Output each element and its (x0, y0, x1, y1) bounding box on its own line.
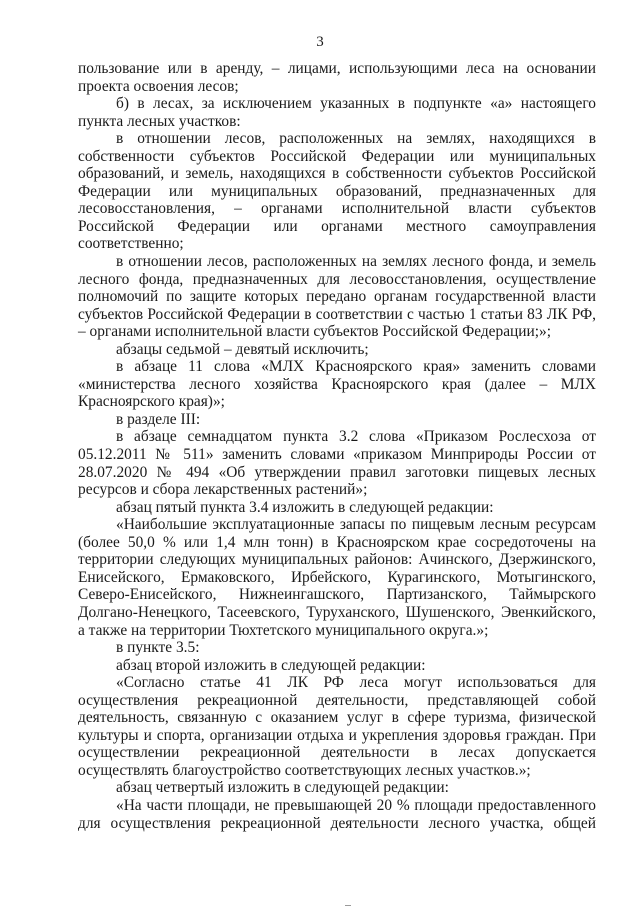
paragraph-food-resources-quote: «Наибольшие эксплуатационные запасы по пищевым лесным ресурсам (более 50,0 % или 1,4 млн тонн) в Красноярском крае сосредоточены на территории следующих муниципальных районов: Ачинского, Дзержинского, Енисейского, Ермаковского, Ирбейского, Курагинского, Мотыгинского, Северо-Енисейского, Нижнеингашского, Партизанского, Таймырского Долгано-Ненецкого, Тасеевского, Туруханского, Шушенского, Эвенкийского, а также на территории Тюхтетского муниципального округа.»; (78, 516, 596, 639)
scan-mark (345, 905, 351, 906)
paragraph-exclude-clauses: абзацы седьмой – девятый исключить; (116, 340, 369, 358)
paragraph-fourth-clause-intro: абзац четвертый изложить в следующей редакции: (116, 779, 449, 797)
paragraph-continuation: пользование или в аренду, – лицами, использующими леса на основании проекта освоения лесов; (78, 60, 596, 95)
paragraph-area-quote: «На части площади, не превышающей 20 % площади предоставленного для осуществления рекреационной деятельности лесного участка, общей (78, 796, 596, 832)
paragraph-section-iii: в разделе III: (116, 410, 201, 428)
paragraph-item-3-2: в абзаце семнадцатом пункта 3.2 слова «Приказом Рослесхоза от 05.12.2011 № 511» заменить словами «приказом Минприроды России от 28.07.2020 № 494 «Об утверждении правил заготовки пищевых лесных ресурсов и сбора лекарственных растений»; (78, 428, 596, 499)
page-number: 3 (316, 34, 324, 50)
paragraph-second-clause-intro: абзац второй изложить в следующей редакции: (116, 656, 426, 674)
paragraph-item-3-4-intro: абзац пятый пункта 3.4 изложить в следующей редакции: (116, 498, 494, 516)
paragraph-subject-lands: в отношении лесов, расположенных на землях, находящихся в собственности субъектов Российской Федерации или муниципальных образований, и земель, находящихся в собственности субъектов Российской Федерации или муниципальных образований, предназначенных для лесовосстановления, – органами исполнительной власти субъектов Российской Федерации или органами местного самоуправления соответственно; (78, 130, 596, 253)
paragraph-item-b: б) в лесах, за исключением указанных в подпункте «а» настоящего пункта лесных участков: (78, 95, 596, 130)
paragraph-item-3-5: в пункте 3.5: (116, 639, 200, 657)
paragraph-forest-fund-lands: в отношении лесов, расположенных на землях лесного фонда, и земель лесного фонда, предназначенных для лесовосстановления, осуществление полномочий по защите которых передано органам государственной власти субъектов Российской Федерации в соответствии с частью 1 статьи 83 ЛК РФ, – органами исполнительной власти субъектов Российской Федерации;»; (78, 253, 596, 341)
document-body (78, 60, 596, 832)
paragraph-replace-mlh: в абзаце 11 слова «МЛХ Красноярского края» заменить словами «министерства лесного хозяйства Красноярского края (далее – МЛХ Красноярского края)»; (78, 358, 596, 411)
paragraph-recreation-quote: «Согласно статье 41 ЛК РФ леса могут использоваться для осуществления рекреационной деятельности, представляющей собой деятельность, связанную с оказанием услуг в сфере туризма, физической культуры и спорта, организации отдыха и укрепления здоровья граждан. При осуществлении рекреационной деятельности в лесах допускается осуществлять благоустройство соответствующих лесных участков.»; (78, 674, 596, 779)
